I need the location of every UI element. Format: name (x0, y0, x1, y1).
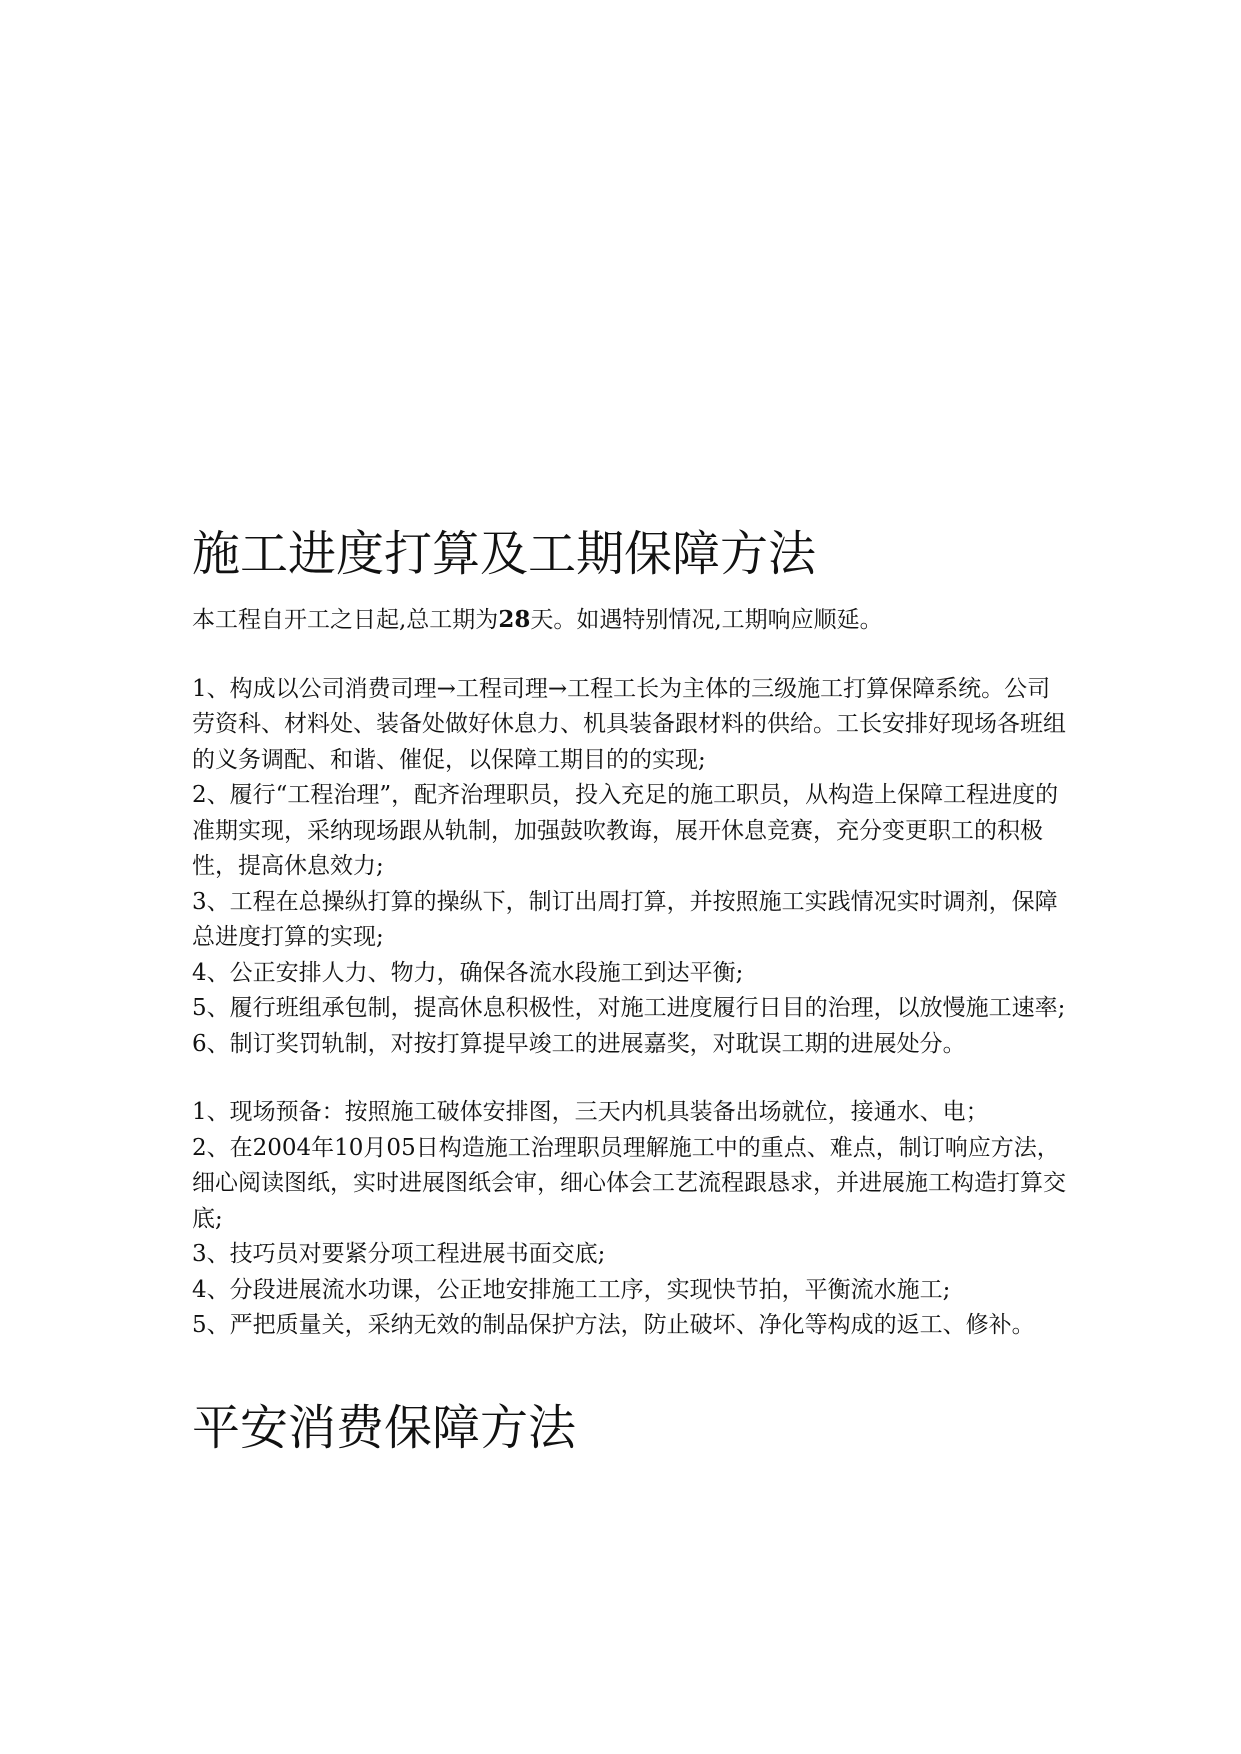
section-title-safety: 平安消费保障方法 (192, 1399, 577, 1456)
intro-text-after: 天。如遇特别情况,工期响应顺延。 (530, 607, 883, 633)
list-item: 5、严把质量关，采纳无效的制品保护方法，防止破坏、净化等构成的返工、修补。 (192, 1312, 1035, 1338)
total-duration-number: 28 (498, 606, 531, 633)
list-item: 1、构成以公司消费司理→工程司理→工程工长为主体的三级施工打算保障系统。公司劳资科、材料处、装备处做好休息力、机具装备跟材料的供给。工长安排好现场各班组的义务调配、和谐、催促，以保障工期目的的实现; (192, 675, 1066, 773)
intro-text-before: 本工程自开工之日起,总工期为 (192, 607, 499, 633)
schedule-measures-list (192, 672, 1072, 1063)
preparation-measures-list (192, 1095, 1072, 1344)
list-item: 1、现场预备：按照施工破体安排图，三天内机具装备出场就位，接通水、电； (192, 1099, 989, 1125)
list-item: 3、技巧员对要紧分项工程进展书面交底; (192, 1241, 606, 1267)
list-item: 4、分段进展流水功课，公正地安排施工工序，实现快节拍，平衡流水施工; (192, 1276, 951, 1303)
list-item: 2、在2004年10月05日构造施工治理职员理解施工中的重点、难点，制订响应方法，细心阅读图纸，实时进展图纸会审，细心体会工艺流程跟恳求，并进展施工构造打算交底; (192, 1134, 1066, 1232)
list-item: 6、制订奖罚轨制，对按打算提早竣工的进展嘉奖，对耽误工期的进展处分。 (192, 1030, 966, 1057)
list-item: 5、履行班组承包制，提高休息积极性，对施工进度履行日目的治理，以放慢施工速率; (192, 995, 1066, 1021)
list-item: 3、工程在总操纵打算的操纵下，制订出周打算，并按照施工实践情况实时调剂，保障总进度打算的实现; (192, 888, 1058, 950)
intro-paragraph (192, 602, 1072, 639)
list-item: 2、履行“工程治理”，配齐治理职员，投入充足的施工职员，从构造上保障工程进度的准期实现，采纳现场跟从轨制，加强鼓吹教诲，展开休息竞赛，充分变更职工的积极性，提高休息效力; (192, 782, 1059, 879)
section-title-schedule: 施工进度打算及工期保障方法 (192, 526, 817, 582)
list-item: 4、公正安排人力、物力，确保各流水段施工到达平衡; (192, 959, 744, 986)
document-content (192, 522, 1072, 1460)
